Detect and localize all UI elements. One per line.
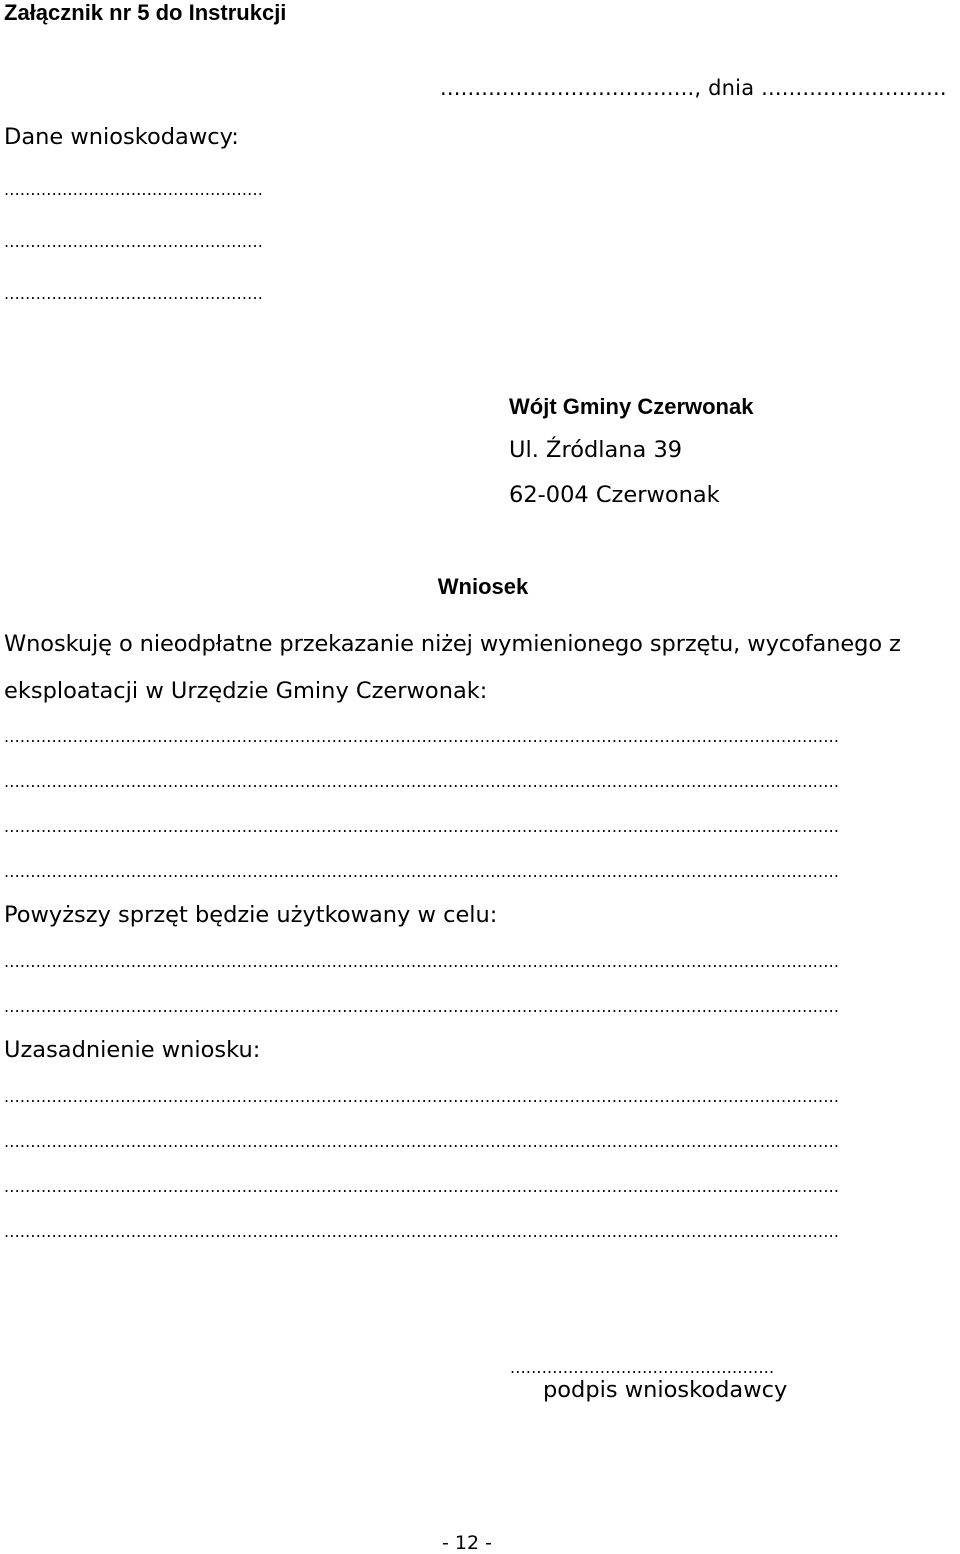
equipment-line-1: ..............................................................................................................................................................	[4, 727, 840, 746]
annex-title: Załącznik nr 5 do Instrukcji	[4, 0, 287, 25]
recipient-city: 62-004 Czerwonak	[509, 482, 720, 508]
justification-line-2: ..............................................................................................................................................................	[4, 1132, 840, 1151]
document-title: Wniosek	[437, 574, 529, 599]
body-line-1: Wnoskuję o nieodpłatne przekazanie niżej wymienionego sprzętu, wycofanego z	[4, 631, 901, 657]
purpose-label: Powyższy sprzęt będzie użytkowany w celu:	[4, 902, 498, 928]
purpose-line-1: ..............................................................................................................................................................	[4, 952, 840, 971]
page-number: - 12 -	[442, 1532, 492, 1554]
applicant-line-1: .................................................	[4, 180, 264, 199]
purpose-line-2: ..............................................................................................................................................................	[4, 997, 840, 1016]
equipment-line-4: ..............................................................................................................................................................	[4, 862, 840, 881]
body-line-2: eksploatacji w Urzędzie Gminy Czerwonak:	[4, 678, 488, 704]
recipient-street: Ul. Źródlana 39	[509, 437, 683, 463]
equipment-line-2: ..............................................................................................................................................................	[4, 772, 840, 791]
applicant-line-2: .................................................	[4, 232, 264, 251]
signature-line: ..................................................	[510, 1358, 775, 1377]
date-line: ....................................., dnia ...........................	[440, 76, 947, 100]
justification-line-4: ..............................................................................................................................................................	[4, 1222, 840, 1241]
justification-label: Uzasadnienie wniosku:	[4, 1037, 261, 1063]
signature-label: podpis wnioskodawcy	[543, 1377, 788, 1403]
justification-line-1: ..............................................................................................................................................................	[4, 1087, 840, 1106]
applicant-line-3: .................................................	[4, 284, 264, 303]
justification-line-3: ..............................................................................................................................................................	[4, 1177, 840, 1196]
applicant-label: Dane wnioskodawcy:	[4, 124, 239, 150]
recipient-name: Wójt Gminy Czerwonak	[509, 394, 754, 419]
equipment-line-3: ..............................................................................................................................................................	[4, 817, 840, 836]
